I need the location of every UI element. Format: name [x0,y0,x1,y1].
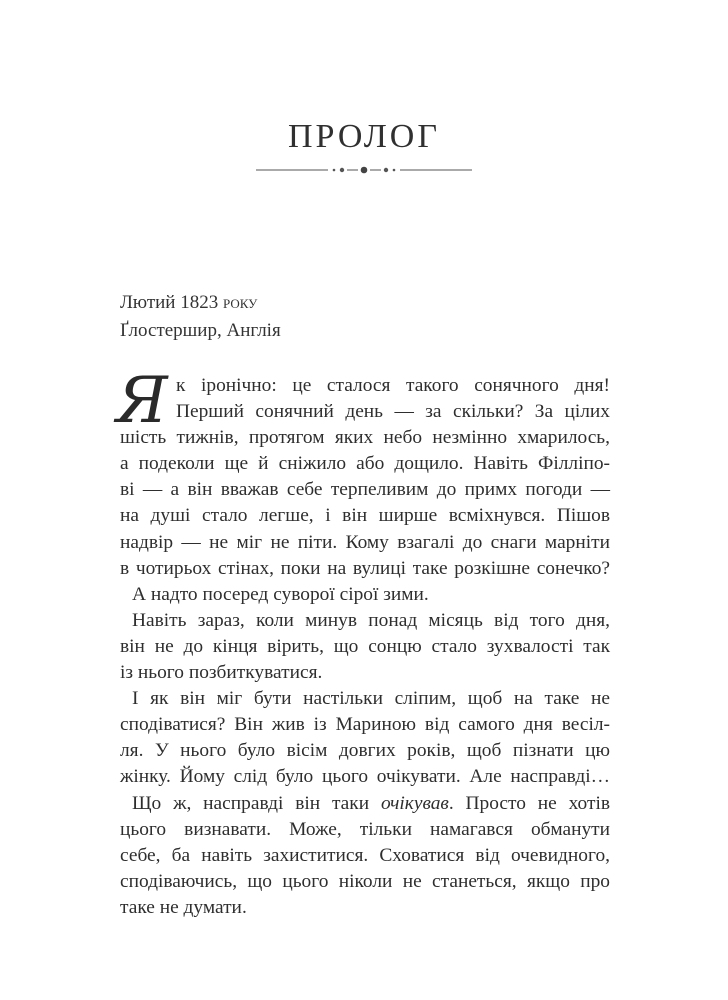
title-ornament [254,158,474,182]
text-fragment: . Просто не хотів [448,792,610,814]
date-line [120,292,257,314]
text-line: Навіть зараз, коли минув понад місяць від того дня, [132,609,610,631]
text-line: жінку. Йому слід було цього очікувати. Але насправді… [120,766,610,788]
text-line: А надто посеред суворої сірої зими. [132,583,429,605]
text-line: ві — а він вважав себе терпеливим до примх погоди — [120,479,610,501]
text-line: себе, ба навіть захиститися. Сховатися від очевидного, [120,844,610,866]
text-line: цього визнавати. Може, тільки намагався обманути [120,818,610,840]
place-line: Ґлостершир, Англія [120,320,281,341]
date-word: року [222,292,258,313]
drop-cap: Я [116,364,168,438]
text-line: із нього позбиткуватися. [120,662,323,684]
text-line: в чотирьох стінах, поки на вулиці таке розкішне сонечко? [120,557,610,579]
text-line: Перший сонячний день — за скільки? За цілих [176,401,610,423]
place-country: Англія [226,320,281,341]
text-line: таке не думати. [120,896,247,918]
text-line: к іронічно: це сталося такого сонячного дня! [176,375,610,396]
prologue-text [116,364,610,921]
date-year: 1823 [180,292,219,313]
chapter-title: ПРОЛОГ [287,118,440,155]
date-month: Лютий [120,292,176,313]
text-line-mixed [120,791,610,817]
text-line: сподіватися? Він жив із Мариною від самого дня весіл- [120,714,610,736]
place-region: Ґлостершир [120,320,217,341]
text-line: він не до кінця вірить, що сонцю стало зухвалості так [120,635,610,657]
text-line: шість тижнів, протягом яких небо незмінно хмарилось, [120,427,610,449]
text-line: на душі стало легше, і він ширше всміхнувся. Пішов [120,505,610,527]
text-fragment: Що ж, насправді він таки [132,792,370,814]
emphasis-word: очікував [380,792,449,814]
text-line: сподіваючись, що цього ніколи не станеться, якщо про [120,870,610,892]
text-line: надвір — не міг не піти. Кому взагалі до снаги марніти [120,531,610,553]
text-line: ля. У нього було вісім довгих років, щоб пізнати цю [120,740,610,762]
text-line: І як він міг бути настільки сліпим, щоб на таке не [132,688,610,710]
text-line: а подеколи ще й сніжило або дощило. Навіть Філліпо- [120,453,610,475]
